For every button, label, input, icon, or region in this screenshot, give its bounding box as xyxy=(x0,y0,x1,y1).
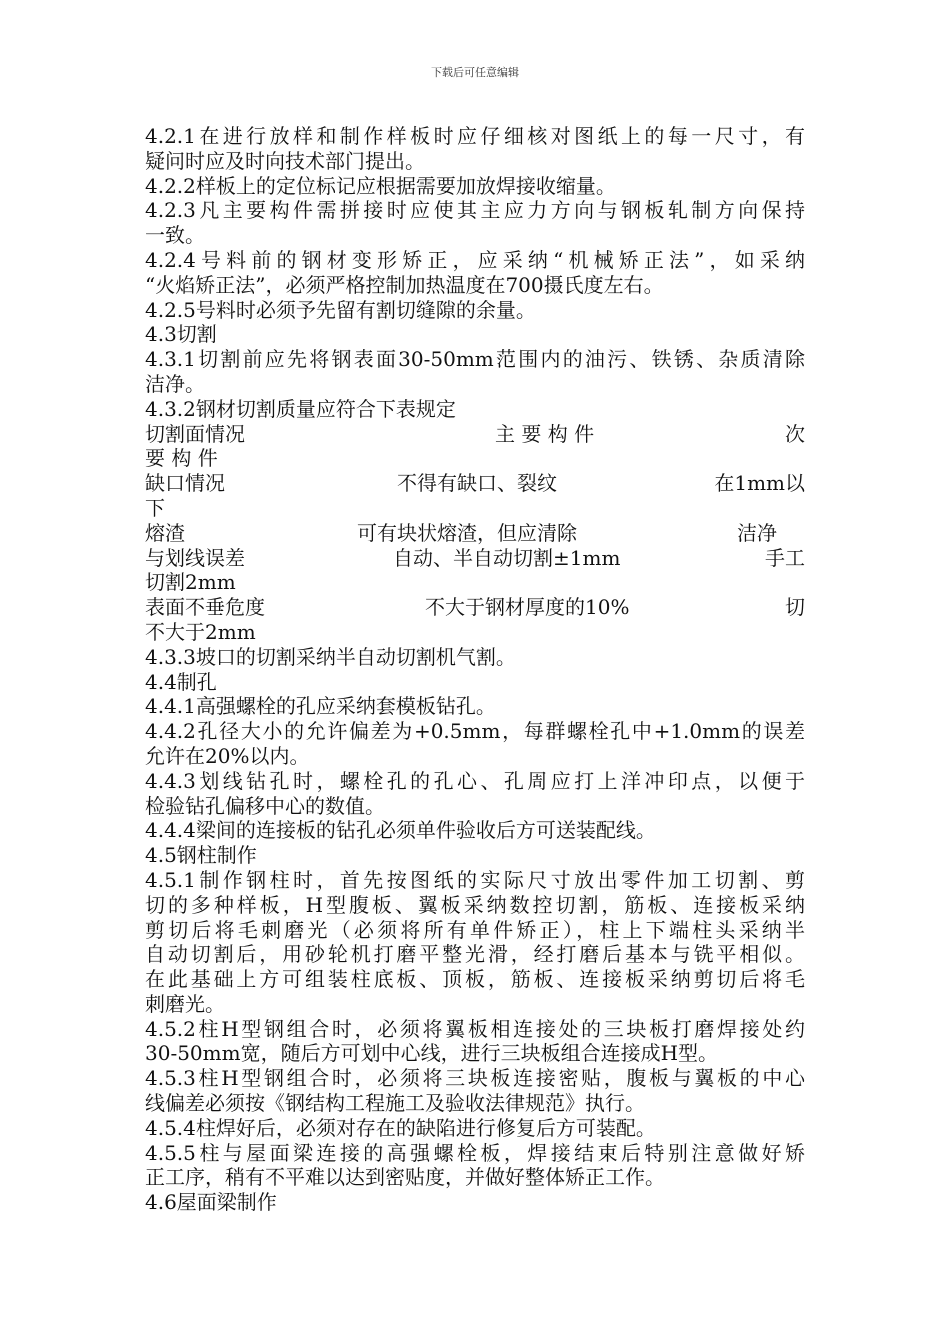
table-row-wrap: 切割2mm xyxy=(145,570,236,595)
table-row xyxy=(145,471,805,496)
paragraph-line: 4.4.2孔径大小的允许偏差为+0.5mm，每群螺栓孔中+1.0mm的误差 xyxy=(145,719,805,744)
paragraph-line: 自动切割后，用砂轮机打磨平整光滑，经打磨后基本与铣平相似。 xyxy=(145,942,805,967)
table-row xyxy=(145,546,805,571)
paragraph-line: 在此基础上方可组装柱底板、顶板，筋板、连接板采纳剪切后将毛 xyxy=(145,967,805,992)
paragraph-line: 一致。 xyxy=(145,223,205,248)
page-header: 下载后可任意编辑 xyxy=(431,66,519,79)
table-cell: 洁净 xyxy=(737,520,777,545)
paragraph-line: 允许在20%以内。 xyxy=(145,743,310,768)
document-body xyxy=(145,124,805,1215)
paragraph-line: 4.3.3坡口的切割采纳半自动切割机气割。 xyxy=(145,644,516,669)
paragraph-line: 4.2.3凡主要构件需拼接时应使其主应力方向与钢板轧制方向保持 xyxy=(145,198,805,223)
table-cell: 主 要 构 件 xyxy=(495,421,595,446)
paragraph-line: 洁净。 xyxy=(145,371,205,396)
section-heading: 4.3切割 xyxy=(145,322,217,347)
paragraph-line: 4.5.1制作钢柱时，首先按图纸的实际尺寸放出零件加工切割、剪 xyxy=(145,867,805,892)
paragraph-line: 4.2.1在进行放样和制作样板时应仔细核对图纸上的每一尺寸，有 xyxy=(145,124,805,148)
table-row xyxy=(145,422,805,447)
paragraph-line: 4.5.5柱与屋面梁连接的高强螺栓板，焊接结束后特别注意做好矫 xyxy=(145,1140,805,1165)
table-cell: 切割面情况 xyxy=(145,421,245,446)
table-row-wrap: 要 构 件 xyxy=(145,446,218,471)
paragraph-line: 检验钻孔偏移中心的数值。 xyxy=(145,793,385,818)
paragraph-line: 4.4.4梁间的连接板的钻孔必须单件验收后方可送装配线。 xyxy=(145,818,656,843)
table-cell: 次 xyxy=(785,421,805,446)
section-heading: 4.4制孔 xyxy=(145,669,217,694)
table-cell: 手工 xyxy=(765,545,805,570)
table-cell: 不得有缺口、裂纹 xyxy=(397,471,557,496)
paragraph-line: 4.5.3柱H型钢组合时，必须将三块板连接密贴，腹板与翼板的中心 xyxy=(145,1066,805,1091)
table-row-wrap: 不大于2mm xyxy=(145,619,256,644)
paragraph-line: 30-50mm宽，随后方可划中心线，进行三块板组合连接成H型。 xyxy=(145,1041,719,1066)
table-cell: 与划线误差 xyxy=(145,545,245,570)
table-cell: 熔渣 xyxy=(145,520,185,545)
paragraph-line: 切的多种样板，H型腹板、翼板采纳数控切割，筋板、连接板采纳 xyxy=(145,892,805,917)
table-cell: 在1mm以 xyxy=(714,471,805,496)
paragraph-line: “火焰矫正法”，必须严格控制加热温度在700摄氏度左右。 xyxy=(145,272,664,297)
table-cell: 自动、半自动切割±1mm xyxy=(393,545,621,570)
table-cell: 表面不垂危度 xyxy=(145,595,265,620)
table-cell: 缺口情况 xyxy=(145,471,225,496)
paragraph-line: 疑问时应及时向技术部门提出。 xyxy=(145,148,425,173)
paragraph-line: 4.3.2钢材切割质量应符合下表规定 xyxy=(145,396,456,421)
paragraph-line: 刺磨光。 xyxy=(145,991,225,1016)
paragraph-line: 4.2.5号料时必须予先留有割切缝隙的余量。 xyxy=(145,297,536,322)
table-cell: 切 xyxy=(785,595,805,620)
section-heading: 4.6屋面梁制作 xyxy=(145,1190,277,1215)
table-row xyxy=(145,595,805,620)
paragraph-line: 4.5.4柱焊好后，必须对存在的缺陷进行修复后方可装配。 xyxy=(145,1115,656,1140)
paragraph-line: 4.2.2样板上的定位标记应根据需要加放焊接收缩量。 xyxy=(145,173,616,198)
paragraph-line: 4.2.4号料前的钢材变形矫正，应采纳“机械矫正法”，如采纳 xyxy=(145,247,805,272)
paragraph-line: 4.5.2柱H型钢组合时，必须将翼板相连接处的三块板打磨焊接处约 xyxy=(145,1016,805,1041)
paragraph-line: 线偏差必须按《钢结构工程施工及验收法律规范》执行。 xyxy=(145,1091,645,1116)
table-row xyxy=(145,521,805,546)
table-cell: 可有块状熔渣，但应清除 xyxy=(357,520,577,545)
paragraph-line: 剪切后将毛刺磨光（必须将所有单件矫正），柱上下端柱头采纳半 xyxy=(145,917,805,942)
paragraph-line: 正工序，稍有不平难以达到密贴度，并做好整体矫正工作。 xyxy=(145,1165,665,1190)
paragraph-line: 4.4.1高强螺栓的孔应采纳套模板钻孔。 xyxy=(145,694,496,719)
table-row-wrap: 下 xyxy=(145,495,165,520)
paragraph-line: 4.3.1切割前应先将钢表面30-50mm范围内的油污、铁锈、杂质清除 xyxy=(145,347,805,372)
table-cell: 不大于钢材厚度的10% xyxy=(425,595,630,620)
paragraph-line: 4.4.3划线钻孔时，螺栓孔的孔心、孔周应打上洋冲印点，以便于 xyxy=(145,768,805,793)
section-heading: 4.5钢柱制作 xyxy=(145,843,257,868)
